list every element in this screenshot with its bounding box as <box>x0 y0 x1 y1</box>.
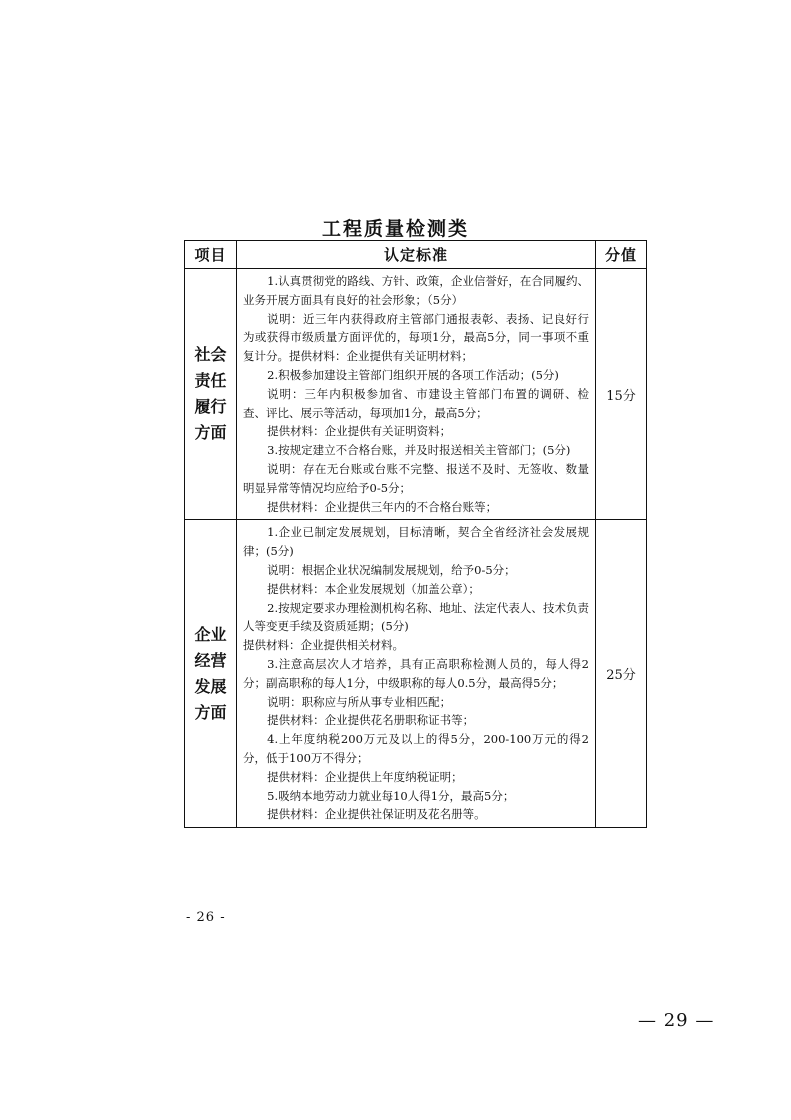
criteria-line: 提供材料：本企业发展规划（加盖公章）； <box>267 581 480 596</box>
header-standard: 认定标准 <box>237 241 596 269</box>
score-cell: 15分 <box>596 269 647 520</box>
category-label: 方面 <box>194 423 227 443</box>
criteria-line: 提供材料：企业提供相关材料。 <box>243 638 404 653</box>
criteria-line: 提供材料：企业提供三年内的不合格台账等； <box>267 499 498 514</box>
table-row <box>185 269 647 520</box>
criteria-line: 说明：职称应与所从事专业相匹配； <box>267 694 452 709</box>
criteria-line: 说明：存在无台账或台账不完整、报送不及时、无签收、数量明显异常等情况均应给予0-5分； <box>243 461 589 495</box>
criteria-line: 5.吸纳本地劳动力就业每10人得1分，最高5分； <box>267 788 515 803</box>
criteria-line: 2.按规定要求办理检测机构名称、地址、法定代表人、技术负责人等变更手续及资质延期；(5分) <box>243 600 589 634</box>
criteria-cell <box>237 520 596 828</box>
table-title: 工程质量检测类 <box>321 218 469 240</box>
header-score: 分值 <box>596 241 647 269</box>
category-cell <box>185 520 237 828</box>
inner-page-number: - 26 - <box>186 910 226 925</box>
category-label: 企业 <box>194 624 227 644</box>
criteria-line: 1.企业已制定发展规划，目标清晰，契合全省经济社会发展规律；(5分) <box>243 525 589 559</box>
category-label: 方面 <box>194 702 227 722</box>
criteria-line: 3.注意高层次人才培养，具有正高职称检测人员的，每人得2分；副高职称的每人1分，中级职称的每人0.5分，最高得5分； <box>243 656 589 690</box>
criteria-line: 3.按规定建立不合格台账，并及时报送相关主管部门；(5分) <box>267 443 571 458</box>
header-row <box>185 241 647 269</box>
table-row <box>185 520 647 828</box>
criteria-line: 提供材料：企业提供有关证明资料； <box>267 424 452 439</box>
category-label: 责任 <box>194 371 227 391</box>
criteria-table <box>184 240 647 828</box>
criteria-line: 提供材料：企业提供花名册职称证书等； <box>267 713 475 728</box>
criteria-line: 提供材料：企业提供社保证明及花名册等。 <box>267 807 486 822</box>
criteria-line: 说明：根据企业状况编制发展规划，给予0-5分； <box>267 562 516 577</box>
criteria-cell <box>237 269 596 520</box>
category-label: 社会 <box>194 345 227 365</box>
category-label: 经营 <box>194 650 227 670</box>
criteria-line: 4.上年度纳税200万元及以上的得5分，200-100万元的得2分，低于100万不得分； <box>243 732 589 765</box>
criteria-line: 说明：三年内积极参加省、市建设主管部门布置的调研、检查、评比、展示等活动，每项加1分，最高5分； <box>243 386 589 420</box>
score-cell: 25分 <box>596 520 647 828</box>
category-label: 履行 <box>194 397 227 417</box>
criteria-line: 1.认真贯彻党的路线、方针、政策，企业信誉好，在合同履约、业务开展方面具有良好的社会形象；（5分） <box>243 274 589 307</box>
outer-page-number: — 29 — <box>638 1010 715 1031</box>
criteria-line: 说明：近三年内获得政府主管部门通报表彰、表扬、记良好行为或获得市级质量方面评优的，每项1分，最高5分，同一事项不重复计分。提供材料：企业提供有关证明材料； <box>243 311 589 364</box>
criteria-line: 提供材料：企业提供上年度纳税证明； <box>267 769 463 784</box>
category-label: 发展 <box>194 676 227 696</box>
category-cell <box>185 269 237 520</box>
criteria-line: 2.积极参加建设主管部门组织开展的各项工作活动；(5分) <box>267 367 559 382</box>
header-item: 项目 <box>185 241 237 269</box>
